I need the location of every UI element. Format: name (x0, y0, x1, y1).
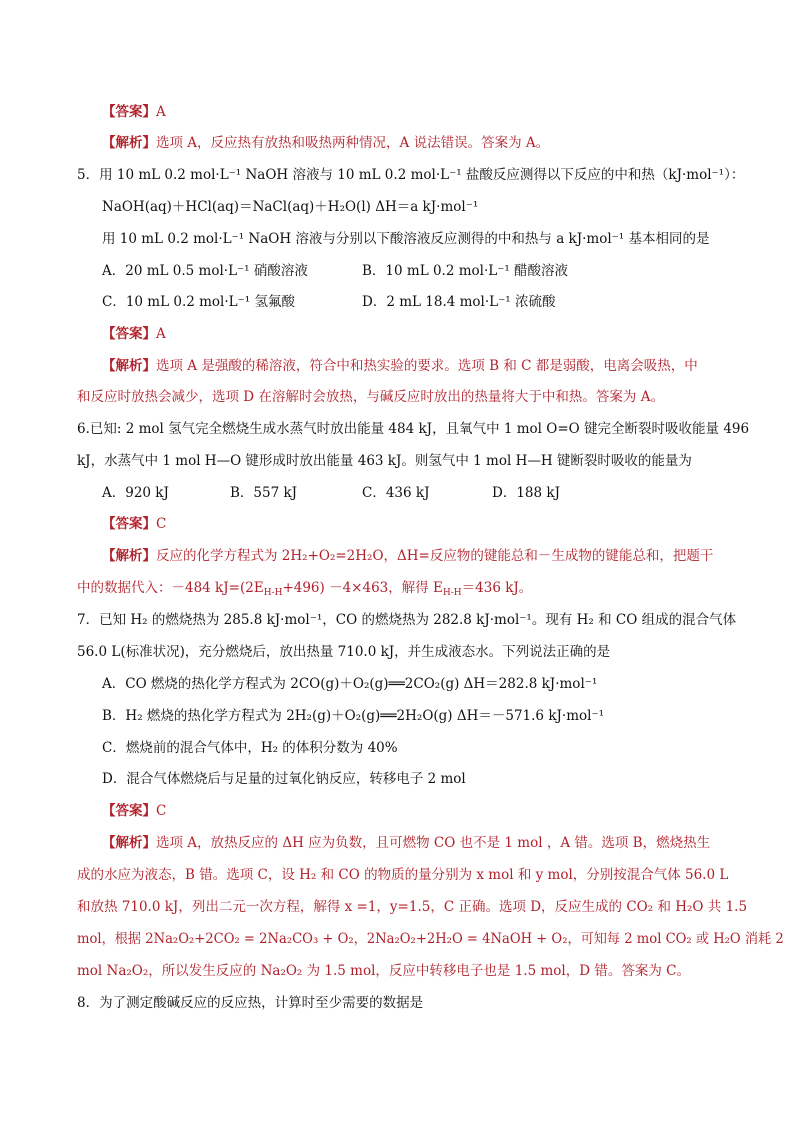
answer-tag: 【答案】 (102, 104, 156, 120)
q6-option-a: A．920 kJ (102, 485, 169, 501)
q7-option-d: D．混合气体燃烧后与足量的过氧化钠反应，转移电子 2 mol (102, 771, 466, 787)
answer-line (102, 103, 166, 121)
q7-stem-1: 7．已知 H₂ 的燃烧热为 285.8 kJ·mol⁻¹，CO 的燃烧热为 282.8 kJ·mol⁻¹。现有 H₂ 和 CO 组成的混合气体 (77, 612, 737, 628)
q6-analysis-2: 中的数据代入：－484 $kJ=(2E_{H-H}+496) -4\times 463$，解得 $E_{H-H}=436$ kJ。 (77, 580, 533, 598)
q5-equation: NaOH(aq)＋HCl(aq)＝NaCl(aq)＋H₂O(l) ΔH＝a kJ·mol⁻¹ (102, 199, 479, 215)
q7-analysis-4: mol，根据 2Na₂O₂+2CO₂ = 2Na₂CO₃ + O₂，2Na₂O₂+2H₂O = 4NaOH + O₂，可知每 2 mol CO₂ 或 H₂O 消耗 2 (77, 931, 784, 947)
q6-stem-1: 6.已知: 2 mol 氢气完全燃烧生成水蒸气时放出能量 484 kJ，且氧气中 1 mol O=O 键完全断裂时吸收能量 496 (77, 421, 750, 437)
analysis-tag: 【解析】 (102, 548, 156, 564)
q5-stem: 5．用 10 mL 0.2 mol·L⁻¹ NaOH 溶液与 10 mL 0.2 mol·L⁻¹ 盐酸反应测得以下反应的中和热（kJ·mol⁻¹）： (77, 167, 745, 183)
q7-stem-2: 56.0 L(标准状况)，充分燃烧后，放出热量 710.0 kJ，并生成液态水。下列说法正确的是 (77, 644, 611, 660)
q5-option-b: B．10 mL 0.2 mol·L⁻¹ 醋酸溶液 (362, 263, 569, 279)
q8-stem: 8．为了测定酸碱反应的反应热，计算时至少需要的数据是 (77, 995, 424, 1011)
analysis-tag: 【解析】 (102, 835, 156, 851)
analysis-text: 选项 A，反应热有放热和吸热两种情况，A 说法错误。答案为 A。 (156, 135, 550, 151)
answer-tag: 【答案】 (102, 803, 156, 819)
answer-value: C (156, 516, 167, 532)
answer-value: A (156, 104, 166, 120)
q6-answer (102, 515, 166, 533)
q7-analysis-3: 和放热 710.0 kJ，列出二元一次方程，解得 x =1，y=1.5，C 正确。选项 D，反应生成的 CO₂ 和 H₂O 共 1.5 (77, 899, 748, 915)
q5-option-c: C．10 mL 0.2 mol·L⁻¹ 氢氟酸 (102, 294, 295, 310)
answer-value: A (156, 326, 166, 342)
q7-option-c: C．燃烧前的混合气体中，H₂ 的体积分数为 40% (102, 740, 398, 756)
q6-option-d: D．188 kJ (492, 485, 560, 501)
q6-stem-2: kJ，水蒸气中 1 mol H—O 键形成时放出能量 463 kJ。则氢气中 1 mol H—H 键断裂时吸收的能量为 (77, 453, 692, 469)
analysis-tag: 【解析】 (102, 358, 156, 374)
q6-analysis-1: 【解析】反应的化学方程式为 2H₂+O₂=2H₂O，ΔH=反应物的键能总和－生成物的键能总和，把题干 (102, 548, 714, 564)
q7-analysis-2: 成的水应为液态，B 错。选项 C，设 H₂ 和 CO 的物质的量分别为 x mol 和 y mol，分别按混合气体 56.0 L (77, 867, 729, 883)
q5-prompt: 用 10 mL 0.2 mol·L⁻¹ NaOH 溶液与分别以下酸溶液反应测得的中和热与 a kJ·mol⁻¹ 基本相同的是 (102, 231, 710, 247)
q5-analysis-2: 和反应时放热会减少，选项 D 在溶解时会放热，与碱反应时放出的热量将大于中和热。答案为 A。 (77, 389, 664, 405)
answer-value: C (156, 803, 167, 819)
q7-answer (102, 802, 166, 820)
q7-option-a: A．CO 燃烧的热化学方程式为 2CO(g)＋O₂(g)══2CO₂(g) ΔH＝282.8 kJ·mol⁻¹ (102, 676, 598, 692)
q6-option-b: B．557 kJ (230, 485, 298, 501)
q5-analysis-1: 【解析】选项 A 是强酸的稀溶液，符合中和热实验的要求。选项 B 和 C 都是弱酸，电离会吸热，中 (102, 358, 698, 374)
q7-analysis-1: 【解析】选项 A，放热反应的 ΔH 应为负数，且可燃物 CO 也不是 1 mol ，A 错。选项 B，燃烧热生 (102, 835, 711, 851)
q5-option-a: A．20 mL 0.5 mol·L⁻¹ 硝酸溶液 (102, 263, 308, 279)
q5-answer (102, 325, 166, 343)
answer-tag: 【答案】 (102, 326, 156, 342)
analysis-line (102, 134, 549, 152)
analysis-tag: 【解析】 (102, 135, 156, 151)
answer-tag: 【答案】 (102, 516, 156, 532)
q7-analysis-5: mol Na₂O₂，所以发生反应的 Na₂O₂ 为 1.5 mol，反应中转移电子也是 1.5 mol，D 错。答案为 C。 (77, 963, 690, 979)
q7-option-b: B．H₂ 燃烧的热化学方程式为 2H₂(g)＋O₂(g)══2H₂O(g) ΔH＝－571.6 kJ·mol⁻¹ (102, 708, 604, 724)
q5-option-d: D．2 mL 18.4 mol·L⁻¹ 浓硫酸 (362, 294, 556, 310)
q6-option-c: C．436 kJ (362, 485, 430, 501)
